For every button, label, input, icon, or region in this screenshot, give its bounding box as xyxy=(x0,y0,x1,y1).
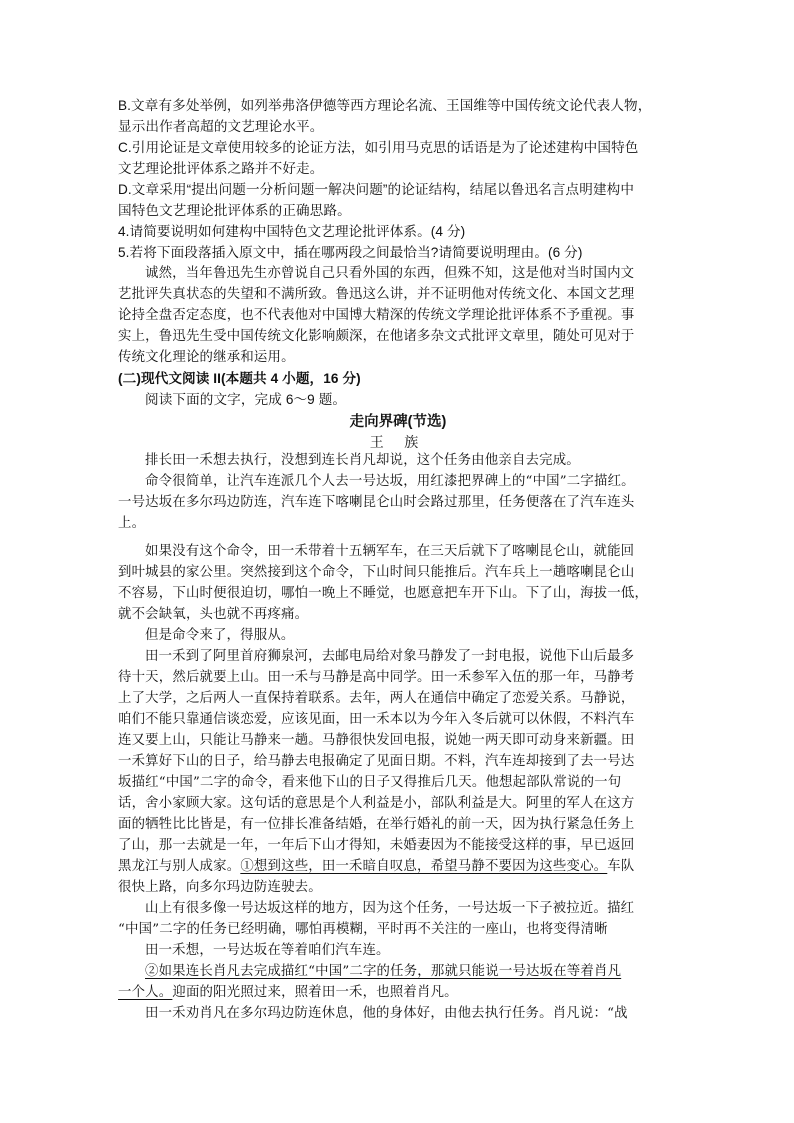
question-options xyxy=(118,95,678,263)
insert-paragraph xyxy=(118,263,678,368)
question-4: 4.请简要说明如何建构中国特色文艺理论批评体系。(4 分) xyxy=(118,224,466,239)
p9-line-1: 田一禾劝肖凡在多尔玛边防连休息，他的身体好，由他去执行任务。肖凡说：“战 xyxy=(145,1006,628,1021)
section-2-header xyxy=(118,368,678,410)
section-instruction: 阅读下面的文字，完成 6～9 题。 xyxy=(145,392,347,407)
option-d-line-2: 国特色文艺理论批评体系的正确思路。 xyxy=(118,203,351,218)
p2-line-3: 上。 xyxy=(118,516,146,531)
p5-line-5: 连又要上山，只能让马静来一趟。马静很快发回电报，说她一两天即可动身来新疆。田 xyxy=(118,733,635,748)
p5-plain: 黑龙江与别人成家。 xyxy=(118,859,241,874)
p3-line-4: 就不会缺氧，头也就不再疼痛。 xyxy=(118,607,309,622)
p6-line-2: “中国”二字的任务已经明确，哪怕再模糊，平时再不关注的一座山，也将变得清晰 xyxy=(118,922,608,937)
insert-line-3: 论持全盘否定态度，也不代表他对中国博大精深的传统文学理论批评体系不予重视。事 xyxy=(118,308,635,323)
p3-line-1: 如果没有这个命令，田一禾带着十五辆军车，在三天后就下了喀喇昆仑山，就能回 xyxy=(145,544,635,559)
option-c-line-2: 文艺理论批评体系之路并不好走。 xyxy=(118,161,324,176)
p2-line-2: 一号达坂在多尔玛边防连，汽车连下喀喇昆仑山时会路过那里，任务便落在了汽车连头 xyxy=(118,495,635,510)
p4-line-1: 但是命令来了，得服从。 xyxy=(145,628,295,643)
p5-line-4: 咱们不能只靠通信谈恋爱，应该见面，田一禾本以为今年入冬后就可以休假，不料汽车 xyxy=(118,712,635,727)
insert-line-4: 实上，鲁迅先生受中国传统文化影响颇深，在他诸多杂文式批评文章里，随处可见对于 xyxy=(118,329,635,344)
story-title: 走向界碑(节选) xyxy=(349,414,447,430)
p6-line-1: 山上有很多像一号达坂这样的地方，因为这个任务，一号达坂一下子被拉近。描红 xyxy=(145,901,635,916)
p8-line-2 xyxy=(118,982,678,1003)
option-c-line-1: C.引用论证是文章使用较多的论证方法，如引用马克思的话语是为了论述建构中国特色 xyxy=(118,140,639,155)
story-author: 王 族 xyxy=(369,435,427,451)
p5-line-10: 了山，那一去就是一年，一年后下山才得知，未婚妻因为不能接受这样的事，早已返回 xyxy=(118,838,635,853)
p5-line-2: 待十天，然后就要上山。田一禾与马静是高中同学。田一禾参军入伍的那一年，马静考 xyxy=(118,670,635,685)
p8-line-1 xyxy=(118,961,678,982)
p2-line-1: 命令很简单，让汽车连派几个人去一号达坂，用红漆把界碑上的“中国”二字描红。 xyxy=(145,474,635,489)
question-5: 5.若将下面段落插入原文中，插在哪两段之间最恰当?请简要说明理由。(6 分) xyxy=(118,245,583,260)
option-d-line-1: D.文章采用“提出问题一分析问题一解决问题”的论证结构，结尾以鲁迅名言点明建构中 xyxy=(118,182,635,197)
insert-line-1: 诚然，当年鲁迅先生亦曾说自己只看外国的东西，但殊不知，这是他对当时国内文 xyxy=(145,266,635,281)
option-b-line-1: B.文章有多处举例，如列举弗洛伊德等西方理论名流、王国维等中国传统文论代表人物， xyxy=(118,98,652,113)
story-body xyxy=(118,450,678,1024)
underlined-sentence-1: ①想到这些，田一禾暗自叹息，希望马静不要因为这些变心。 xyxy=(240,859,608,874)
insert-line-2: 艺批评失真状态的失望和不满所致。鲁迅这么讲，并不证明他对传统文化、本国文艺理 xyxy=(118,287,635,302)
underlined-sentence-2a: ②如果连长肖凡去完成描红“中国”二字的任务，那就只能说一号达坂在等着肖凡 xyxy=(145,964,622,979)
p7-line-1: 田一禾想，一号达坂在等着咱们汽车连。 xyxy=(145,943,390,958)
insert-line-5: 传统文化理论的继承和运用。 xyxy=(118,350,295,365)
p5-line-11 xyxy=(118,856,678,877)
p1-line-1: 排长田一禾想去执行，没想到连长肖凡却说，这个任务由他亲自去完成。 xyxy=(145,453,580,468)
section-heading: (二)现代文阅读 II(本题共 4 小题，16 分) xyxy=(118,371,361,386)
p5-line-3: 上了大学，之后两人一直保持着联系。去年，两人在通信中确定了恋爱关系。马静说， xyxy=(118,691,635,706)
option-b-line-2: 显示出作者高超的文艺理论水平。 xyxy=(118,119,324,134)
p5-line-8: 话，舍小家顾大家。这句话的意思是个人利益是小，部队利益是大。阿里的军人在这方 xyxy=(118,796,635,811)
p5-tail: 车队 xyxy=(607,859,635,874)
p3-line-2: 到叶城县的家公里。突然接到这个命令，下山时间只能推后。汽车兵上一趟喀喇昆仑山 xyxy=(118,565,635,580)
p3-line-3: 不容易，下山时便很迫切，哪怕一晚上不睡觉，也愿意把车开下山。下了山，海拔一低， xyxy=(118,586,649,601)
p5-line-12: 很快上路，向多尔玛边防连驶去。 xyxy=(118,880,322,895)
underlined-sentence-2b: 一个人。 xyxy=(118,985,173,1000)
p5-line-1: 田一禾到了阿里首府狮泉河，去邮电局给对象马静发了一封电报，说他下山后最多 xyxy=(145,649,635,664)
p5-line-9: 面的牺牲比比皆是，有一位排长准备结婚，在举行婚礼的前一天，因为执行紧急任务上 xyxy=(118,817,635,832)
p5-line-6: 一禾算好下山的日子，给马静去电报确定了见面日期。不料，汽车连却接到了去一号达 xyxy=(118,754,635,769)
p8-tail: 迎面的阳光照过来，照着田一禾，也照着肖凡。 xyxy=(172,985,458,1000)
p5-line-7: 坂描红“中国”二字的命令，看来他下山的日子又得推后几天。他想起部队常说的一句 xyxy=(118,775,622,790)
